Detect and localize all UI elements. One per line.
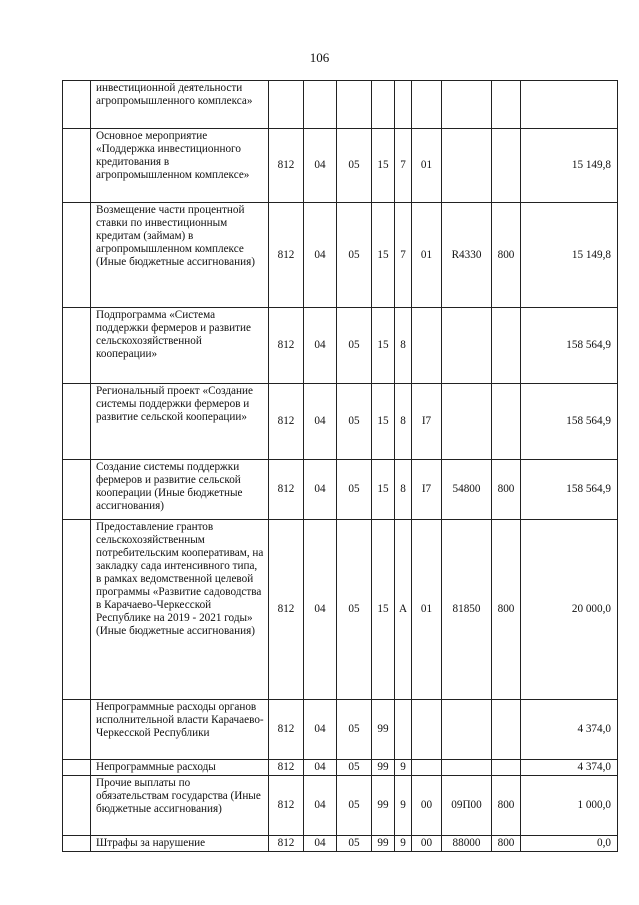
section-code: 04 xyxy=(304,836,337,852)
direction-code xyxy=(442,129,492,203)
ministry-code: 812 xyxy=(269,129,304,203)
expense-type-code: 800 xyxy=(492,836,521,852)
subsection-code: 05 xyxy=(337,129,372,203)
group-code xyxy=(412,760,442,776)
direction-code: 09П00 xyxy=(442,776,492,836)
program-code: 15 xyxy=(372,203,395,308)
subsection-code: 05 xyxy=(337,308,372,384)
table-row xyxy=(63,129,618,203)
subsection-code: 05 xyxy=(337,384,372,460)
subprogram-code: 8 xyxy=(395,460,412,520)
expense-type-code xyxy=(492,129,521,203)
budget-table xyxy=(62,80,618,852)
group-code: I7 xyxy=(412,384,442,460)
group-code: 00 xyxy=(412,776,442,836)
blank-cell xyxy=(63,129,91,203)
section-code: 04 xyxy=(304,129,337,203)
blank-cell xyxy=(63,776,91,836)
table-row xyxy=(63,308,618,384)
subprogram-code: 8 xyxy=(395,384,412,460)
subprogram-code: 9 xyxy=(395,836,412,852)
subprogram-code: 9 xyxy=(395,760,412,776)
row-name: Региональный проект «Создание системы поддержки фермеров и развитие сельской кооперации» xyxy=(91,384,269,460)
section-code: 04 xyxy=(304,760,337,776)
subsection-code xyxy=(337,81,372,129)
subprogram-code xyxy=(395,81,412,129)
section-code: 04 xyxy=(304,520,337,700)
page-number: 106 xyxy=(309,50,330,65)
program-code xyxy=(372,81,395,129)
expense-type-code: 800 xyxy=(492,776,521,836)
subprogram-code: 7 xyxy=(395,203,412,308)
direction-code xyxy=(442,700,492,760)
section-code xyxy=(304,81,337,129)
expense-type-code xyxy=(492,81,521,129)
subsection-code: 05 xyxy=(337,700,372,760)
ministry-code xyxy=(269,81,304,129)
amount-cell: 15 149,8 xyxy=(521,129,618,203)
subprogram-code: А xyxy=(395,520,412,700)
direction-code xyxy=(442,760,492,776)
direction-code: 81850 xyxy=(442,520,492,700)
program-code: 99 xyxy=(372,700,395,760)
blank-cell xyxy=(63,308,91,384)
expense-type-code: 800 xyxy=(492,460,521,520)
amount-cell: 15 149,8 xyxy=(521,203,618,308)
table-row xyxy=(63,81,618,129)
blank-cell xyxy=(63,760,91,776)
group-code: I7 xyxy=(412,460,442,520)
table-row xyxy=(63,700,618,760)
table-row xyxy=(63,520,618,700)
expense-type-code xyxy=(492,700,521,760)
group-code xyxy=(412,81,442,129)
ministry-code: 812 xyxy=(269,460,304,520)
subsection-code: 05 xyxy=(337,836,372,852)
blank-cell xyxy=(63,203,91,308)
subsection-code: 05 xyxy=(337,460,372,520)
group-code: 01 xyxy=(412,203,442,308)
subsection-code: 05 xyxy=(337,203,372,308)
ministry-code: 812 xyxy=(269,760,304,776)
section-code: 04 xyxy=(304,776,337,836)
table-row xyxy=(63,836,618,852)
row-name: Основное мероприятие «Поддержка инвестиционного кредитования в агропромышленном комплексе» xyxy=(91,129,269,203)
direction-code xyxy=(442,384,492,460)
expense-type-code: 800 xyxy=(492,203,521,308)
ministry-code: 812 xyxy=(269,520,304,700)
section-code: 04 xyxy=(304,384,337,460)
amount-cell: 158 564,9 xyxy=(521,308,618,384)
amount-cell: 20 000,0 xyxy=(521,520,618,700)
direction-code: R4330 xyxy=(442,203,492,308)
table-row xyxy=(63,384,618,460)
direction-code: 88000 xyxy=(442,836,492,852)
amount-cell xyxy=(521,81,618,129)
subprogram-code xyxy=(395,700,412,760)
subsection-code: 05 xyxy=(337,520,372,700)
ministry-code: 812 xyxy=(269,700,304,760)
amount-cell: 1 000,0 xyxy=(521,776,618,836)
direction-code xyxy=(442,308,492,384)
program-code: 15 xyxy=(372,129,395,203)
blank-cell xyxy=(63,460,91,520)
blank-cell xyxy=(63,81,91,129)
row-name: Предоставление грантов сельскохозяйственным потребительским кооперативам, на закладку сада интенсивного типа, в рамках ведомственной целевой программы «Развитие садоводства в Карачаево-Черкесской Республике на 2019 - 2021 годы» (Иные бюджетные ассигнования) xyxy=(91,520,269,700)
table-row xyxy=(63,460,618,520)
program-code: 99 xyxy=(372,836,395,852)
group-code xyxy=(412,700,442,760)
subsection-code: 05 xyxy=(337,776,372,836)
section-code: 04 xyxy=(304,203,337,308)
row-name: Непрограммные расходы органов исполнительной власти Карачаево-Черкесской Республики xyxy=(91,700,269,760)
group-code xyxy=(412,308,442,384)
group-code: 01 xyxy=(412,520,442,700)
amount-cell: 158 564,9 xyxy=(521,460,618,520)
blank-cell xyxy=(63,836,91,852)
ministry-code: 812 xyxy=(269,776,304,836)
ministry-code: 812 xyxy=(269,203,304,308)
direction-code: 54800 xyxy=(442,460,492,520)
row-name: Непрограммные расходы xyxy=(91,760,269,776)
section-code: 04 xyxy=(304,700,337,760)
section-code: 04 xyxy=(304,460,337,520)
amount-cell: 158 564,9 xyxy=(521,384,618,460)
row-name: Возмещение части процентной ставки по инвестиционным кредитам (займам) в агропромышленном комплексе (Иные бюджетные ассигнования) xyxy=(91,203,269,308)
group-code: 00 xyxy=(412,836,442,852)
program-code: 15 xyxy=(372,520,395,700)
table-row xyxy=(63,203,618,308)
program-code: 15 xyxy=(372,308,395,384)
expense-type-code xyxy=(492,760,521,776)
row-name: Прочие выплаты по обязательствам государства (Иные бюджетные ассигнования) xyxy=(91,776,269,836)
program-code: 99 xyxy=(372,760,395,776)
expense-type-code xyxy=(492,384,521,460)
direction-code xyxy=(442,81,492,129)
subprogram-code: 8 xyxy=(395,308,412,384)
expense-type-code xyxy=(492,308,521,384)
program-code: 99 xyxy=(372,776,395,836)
subprogram-code: 7 xyxy=(395,129,412,203)
row-name: Подпрограмма «Система поддержки фермеров и развитие сельскохозяйственной кооперации» xyxy=(91,308,269,384)
expense-type-code: 800 xyxy=(492,520,521,700)
section-code: 04 xyxy=(304,308,337,384)
amount-cell: 0,0 xyxy=(521,836,618,852)
ministry-code: 812 xyxy=(269,384,304,460)
row-name: Штрафы за нарушение xyxy=(91,836,269,852)
table-row xyxy=(63,776,618,836)
program-code: 15 xyxy=(372,384,395,460)
amount-cell: 4 374,0 xyxy=(521,760,618,776)
subprogram-code: 9 xyxy=(395,776,412,836)
row-name: инвестиционной деятельности агропромышленного комплекса» xyxy=(91,81,269,129)
ministry-code: 812 xyxy=(269,836,304,852)
row-name: Создание системы поддержки фермеров и развитие сельской кооперации (Иные бюджетные ассигнования) xyxy=(91,460,269,520)
table-row xyxy=(63,760,618,776)
blank-cell xyxy=(63,700,91,760)
amount-cell: 4 374,0 xyxy=(521,700,618,760)
subsection-code: 05 xyxy=(337,760,372,776)
ministry-code: 812 xyxy=(269,308,304,384)
program-code: 15 xyxy=(372,460,395,520)
blank-cell xyxy=(63,384,91,460)
blank-cell xyxy=(63,520,91,700)
group-code: 01 xyxy=(412,129,442,203)
